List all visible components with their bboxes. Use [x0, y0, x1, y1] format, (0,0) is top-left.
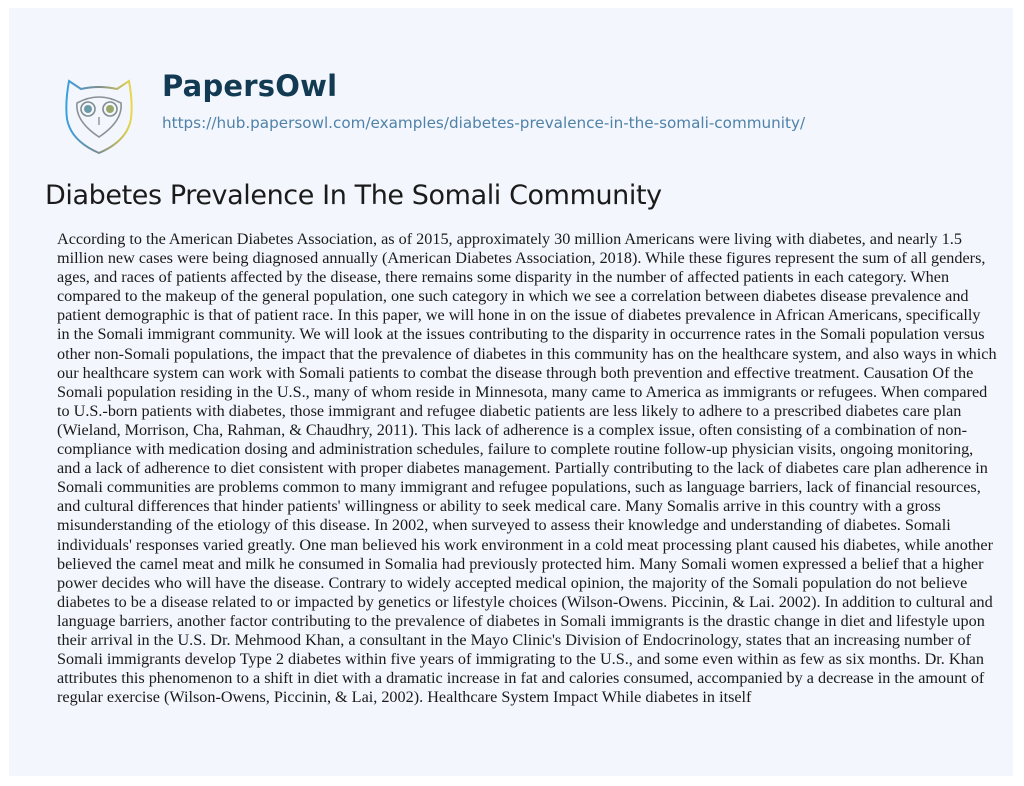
body-line: misunderstanding of the etiology of this disease. In 2002, when surveyed to assess their knowledge and understanding of diabetes. Somali	[57, 516, 951, 535]
document-card	[9, 8, 1013, 776]
body-line: and cultural differences that hinder patients' willingness or ability to seek medical care. Many Somalis arrive in this country with a gross	[57, 497, 941, 516]
body-line: individuals' responses varied greatly. One man believed his work environment in a cold meat processing plant caused his diabetes, while another	[57, 535, 993, 554]
body-line: Somali communities are problems common to many immigrant and refugee populations, such as language barriers, lack of financial resources,	[57, 478, 981, 497]
body-line: their arrival in the U.S. Dr. Mehmood Khan, a consultant in the Mayo Clinic's Division of Endocrinology, states that an increasing number of	[57, 630, 972, 649]
body-line: (Wieland, Morrison, Cha, Rahman, & Chaudhry, 2011). This lack of adherence is a complex issue, often consisting of a combination of non-	[57, 420, 967, 439]
body-line: compliance with medication dosing and administration schedules, failure to complete routine follow-up physician visits, ongoing monitoring,	[57, 440, 974, 459]
body-line: patient demographic is that of patient race. In this paper, we will hone in on the issue of diabetes prevalence in African Americans, specifically	[57, 306, 981, 325]
document-title: Diabetes Prevalence In The Somali Community	[45, 180, 662, 211]
body-line: other non-Somali populations, the impact that the prevalence of diabetes in this community has on the healthcare system, and also ways in which	[57, 344, 997, 363]
body-line: Somali population residing in the U.S., many of whom reside in Minnesota, many came to America as immigrants or refugees. When compared	[57, 382, 988, 401]
owl-logo-icon[interactable]	[59, 73, 139, 158]
body-line: diabetes to be a disease related to or impacted by genetics or lifestyle choices (Wilson-Owens. Piccinin, & Lai. 2002). In addition to cultural and	[57, 592, 993, 611]
body-line: to U.S.-born patients with diabetes, those immigrant and refugee diabetic patients are less likely to adhere to a prescribed diabetes care plan	[57, 401, 962, 420]
body-line: in the Somali immigrant community. We will look at the issues contributing to the disparity in occurrence rates in the Somali population versus	[57, 325, 985, 344]
body-line: attributes this phenomenon to a shift in diet with a dramatic increase in fat and calories consumed, accompanied by a decrease in the amount of	[57, 669, 985, 688]
body-line: and a lack of adherence to diet consistent with proper diabetes management. Partially contributing to the lack of diabetes care plan adherence in	[57, 459, 988, 478]
body-line: ages, and races of patients affected by the disease, there remains some disparity in the number of affected patients in each category. When	[57, 268, 950, 287]
body-line: believed the camel meat and milk he consumed in Somalia had previously protected him. Many Somali women expressed a belief that a higher	[57, 554, 984, 573]
body-line: power decides who will have the disease. Contrary to widely accepted medical opinion, the majority of the Somali population do not believe	[57, 573, 968, 592]
brand-name[interactable]: PapersOwl	[162, 69, 338, 103]
body-line: million new cases were being diagnosed annually (American Diabetes Association, 2018). While these figures represent the sum of all genders,	[57, 249, 986, 268]
body-line: Somali immigrants develop Type 2 diabetes within five years of immigrating to the U.S., and some even within as few as six months. Dr. Khan	[57, 650, 984, 669]
source-url-link[interactable]: https://hub.papersowl.com/examples/diabetes-prevalence-in-the-somali-community/	[162, 114, 806, 132]
body-line: compared to the makeup of the general population, one such category in which we see a correlation between diabetes disease prevalence and	[57, 287, 969, 306]
body-line: our healthcare system can work with Somali patients to combat the disease through both prevention and effective treatment. Causation Of the	[57, 363, 974, 382]
body-line: language barriers, another factor contributing to the prevalence of diabetes in Somali immigrants is the drastic change in diet and lifestyle upon	[57, 611, 985, 630]
body-line: regular exercise (Wilson-Owens, Piccinin, & Lai, 2002). Healthcare System Impact While diabetes in itself	[57, 688, 752, 707]
body-line: According to the American Diabetes Association, as of 2015, approximately 30 million Americans were living with diabetes, and nearly 1.5	[57, 230, 962, 248]
document-body	[57, 230, 997, 707]
